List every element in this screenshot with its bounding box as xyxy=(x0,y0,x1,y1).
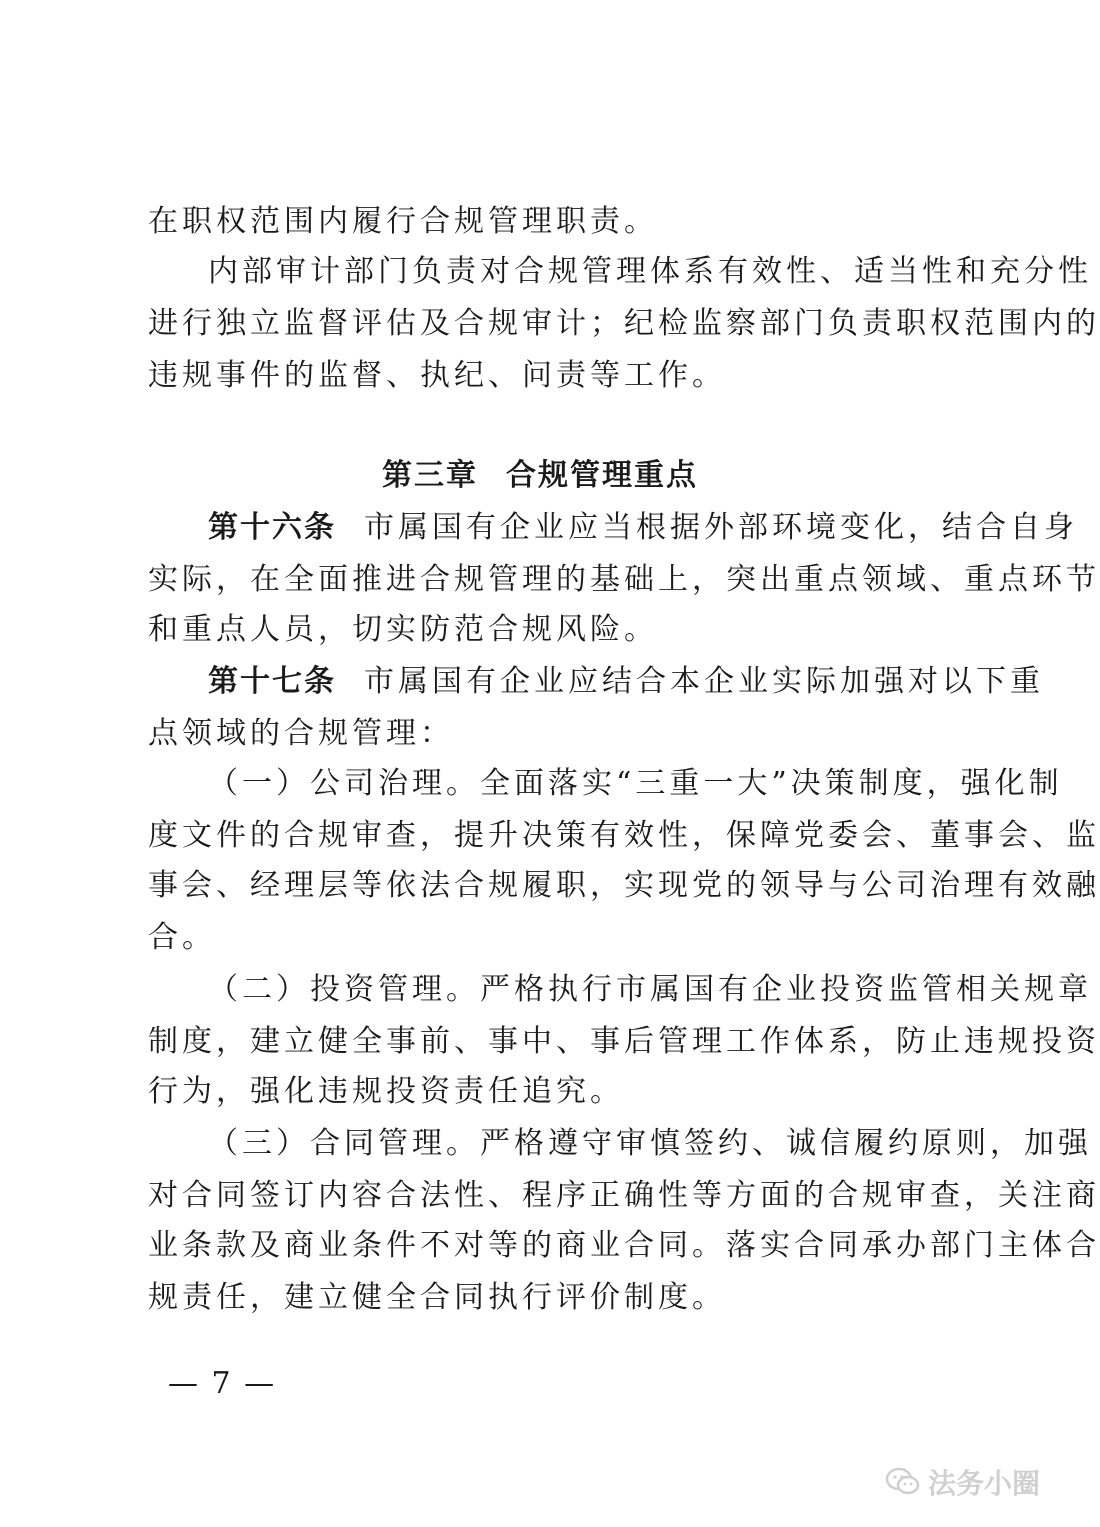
paragraph-line: 实际，在全面推进合规管理的基础上，突出重点领域、重点环节 xyxy=(148,562,1100,597)
item-3-line: （三）合同管理。严格遵守审慎签约、诚信履约原则，加强 xyxy=(208,1126,1092,1161)
watermark-text: 法务小圈 xyxy=(927,1467,1040,1500)
article-16-line xyxy=(208,502,1078,554)
paragraph-line: 在职权范围内履行合规管理职责。 xyxy=(148,204,658,239)
paragraph-line: 进行独立监督评估及合规审计；纪检监察部门负责职权范围内的 xyxy=(148,306,1100,341)
chapter-number: 第三章 xyxy=(382,458,478,493)
paragraph-line: 制度，建立健全事前、事中、事后管理工作体系，防止违规投资 xyxy=(148,1024,1100,1059)
article-17-line xyxy=(208,656,1044,708)
page-number: — 7 — xyxy=(168,1366,277,1401)
item-1-line: （一）公司治理。全面落实“三重一大”决策制度，强化制 xyxy=(208,766,1063,801)
paragraph-line: 内部审计部门负责对合规管理体系有效性、适当性和充分性 xyxy=(208,254,1092,289)
wechat-icon xyxy=(886,1467,920,1497)
chapter-title: 合规管理重点 xyxy=(506,458,698,493)
article-number: 第十六条 xyxy=(208,510,336,545)
item-2-line: （二）投资管理。严格执行市属国有企业投资监管相关规章 xyxy=(208,972,1092,1007)
article-number: 第十七条 xyxy=(208,664,336,699)
article-text: 市属国有企业应当根据外部环境变化，结合自身 xyxy=(364,510,1078,545)
paragraph-line: 度文件的合规审查，提升决策有效性，保障党委会、董事会、监 xyxy=(148,818,1100,853)
paragraph-line: 点领域的合规管理： xyxy=(148,716,454,751)
paragraph-line: 合。 xyxy=(148,920,216,955)
article-text: 市属国有企业应结合本企业实际加强对以下重 xyxy=(364,664,1044,699)
paragraph-line: 业条款及商业条件不对等的商业合同。落实合同承办部门主体合 xyxy=(148,1228,1100,1263)
paragraph-line: 规责任，建立健全合同执行评价制度。 xyxy=(148,1280,726,1315)
chapter-heading xyxy=(0,450,1080,502)
paragraph-line: 事会、经理层等依法合规履职，实现党的领导与公司治理有效融 xyxy=(148,868,1100,903)
paragraph-line: 和重点人员，切实防范合规风险。 xyxy=(148,612,658,647)
paragraph-line: 违规事件的监督、执纪、问责等工作。 xyxy=(148,358,726,393)
watermark xyxy=(886,1462,1040,1502)
paragraph-line: 对合同签订内容合法性、程序正确性等方面的合规审查，关注商 xyxy=(148,1178,1100,1213)
paragraph-line: 行为，强化违规投资责任追究。 xyxy=(148,1074,624,1109)
